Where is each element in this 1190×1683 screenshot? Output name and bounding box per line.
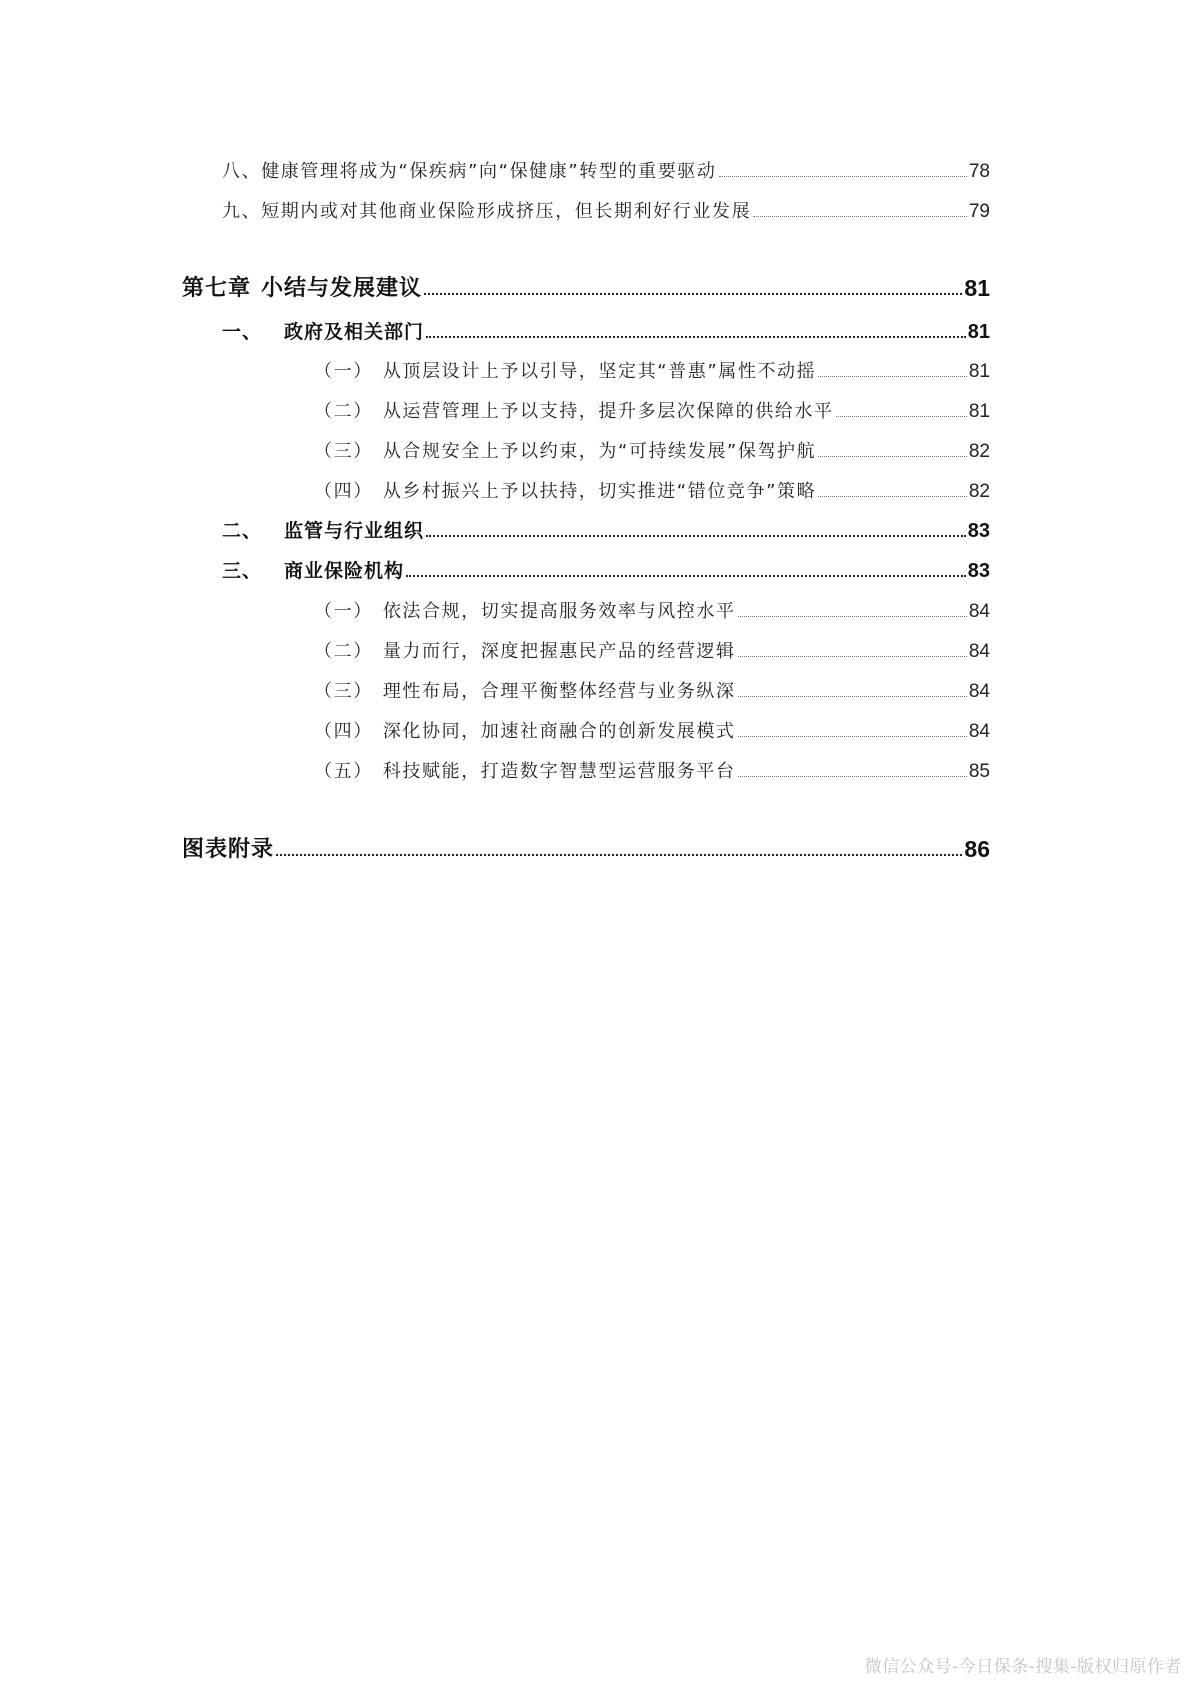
toc-subsection-number: （三）	[314, 681, 373, 702]
toc-subsection-3-3[interactable]	[314, 673, 990, 703]
toc-entry-label: 从顶层设计上予以引导，坚定其“普惠”属性不动摇	[382, 361, 817, 382]
toc-entry-label: 从乡村振兴上予以扶持，切实推进“错位竞争”策略	[382, 481, 817, 502]
toc-page-number: 82	[968, 441, 990, 462]
toc-entry-label: 深化协同，加速社商融合的创新发展模式	[382, 721, 736, 742]
toc-entry-label: 小结与发展建议	[261, 276, 423, 301]
toc-subsection-1-1[interactable]	[314, 353, 990, 383]
toc-page-number: 81	[968, 361, 990, 382]
toc-subsection-3-2[interactable]	[314, 633, 990, 663]
toc-chapter-7[interactable]	[182, 272, 990, 302]
toc-entry-label: 从合规安全上予以约束，为“可持续发展”保驾护航	[382, 441, 817, 462]
toc-entry-label: 商业保险机构	[284, 560, 405, 582]
toc-chapter-number: 第七章	[182, 276, 252, 301]
toc-section-insurers[interactable]	[222, 553, 990, 583]
dot-leader	[426, 336, 966, 338]
dot-leader	[719, 176, 967, 177]
dot-leader	[738, 616, 967, 617]
toc-entry-label: 理性布局，合理平衡整体经营与业务纵深	[382, 681, 736, 702]
toc-page-number: 83	[967, 520, 990, 542]
toc-entry-label: 从运营管理上予以支持，提升多层次保障的供给水平	[382, 401, 834, 422]
toc-subsection-number: （四）	[314, 721, 373, 742]
toc-page-number: 81	[967, 321, 990, 343]
toc-section-number: 一、	[222, 321, 263, 343]
dot-leader	[818, 376, 967, 377]
toc-subsection-number: （一）	[314, 361, 373, 382]
toc-subsection-number: （四）	[314, 481, 373, 502]
dot-leader	[818, 496, 967, 497]
toc-section-number: 三、	[222, 560, 263, 582]
toc-page-number: 84	[968, 721, 990, 742]
toc-section-government[interactable]	[222, 314, 990, 344]
toc-subsection-number: （一）	[314, 601, 373, 622]
toc-page-number: 82	[968, 481, 990, 502]
toc-subsection-number: （三）	[314, 441, 373, 462]
toc-subsection-1-3[interactable]	[314, 433, 990, 463]
dot-leader	[753, 216, 967, 217]
toc-page-number: 86	[964, 836, 990, 862]
dot-leader	[424, 293, 962, 295]
toc-entry-label: 科技赋能，打造数字智慧型运营服务平台	[382, 761, 736, 782]
toc-subsection-3-5[interactable]	[314, 753, 990, 783]
toc-entry-label: 监管与行业组织	[284, 520, 425, 542]
dot-leader	[406, 575, 966, 577]
toc-entry-label: 八、健康管理将成为“保疾病”向“保健康”转型的重要驱动	[222, 161, 717, 182]
dot-leader	[426, 535, 966, 537]
toc-entry-8[interactable]	[222, 153, 990, 183]
toc-subsection-number: （五）	[314, 761, 373, 782]
toc-subsection-number: （二）	[314, 641, 373, 662]
toc-page-number: 81	[968, 401, 990, 422]
toc-page-number: 85	[968, 761, 990, 782]
toc-entry-label: 九、短期内或对其他商业保险形成挤压，但长期利好行业发展	[222, 201, 752, 222]
watermark-text: 微信公众号-今日保条-搜集-版权归原作者	[864, 1657, 1182, 1677]
toc-page-number: 79	[968, 201, 990, 222]
toc-entry-label: 依法合规，切实提高服务效率与风控水平	[382, 601, 736, 622]
toc-subsection-3-4[interactable]	[314, 713, 990, 743]
dot-leader	[738, 696, 967, 697]
dot-leader	[276, 854, 962, 856]
toc-section-number: 二、	[222, 520, 263, 542]
toc-section-regulation[interactable]	[222, 513, 990, 543]
toc-page-number: 84	[968, 601, 990, 622]
dot-leader	[836, 416, 967, 417]
toc-entry-label: 图表附录	[182, 837, 275, 862]
toc-page-number: 78	[968, 161, 990, 182]
toc-entry-label: 政府及相关部门	[284, 321, 425, 343]
toc-page-number: 84	[968, 641, 990, 662]
toc-subsection-number: （二）	[314, 401, 373, 422]
dot-leader	[818, 456, 967, 457]
toc-entry-label: 量力而行，深度把握惠民产品的经营逻辑	[382, 641, 736, 662]
dot-leader	[738, 656, 967, 657]
toc-page-number: 83	[967, 560, 990, 582]
toc-page-number: 81	[964, 275, 990, 301]
dot-leader	[738, 776, 967, 777]
toc-appendix-figures[interactable]	[182, 833, 990, 863]
dot-leader	[738, 736, 967, 737]
toc-page-number: 84	[968, 681, 990, 702]
toc-subsection-1-2[interactable]	[314, 393, 990, 423]
toc-entry-9[interactable]	[222, 193, 990, 223]
toc-subsection-3-1[interactable]	[314, 593, 990, 623]
toc-subsection-1-4[interactable]	[314, 473, 990, 503]
